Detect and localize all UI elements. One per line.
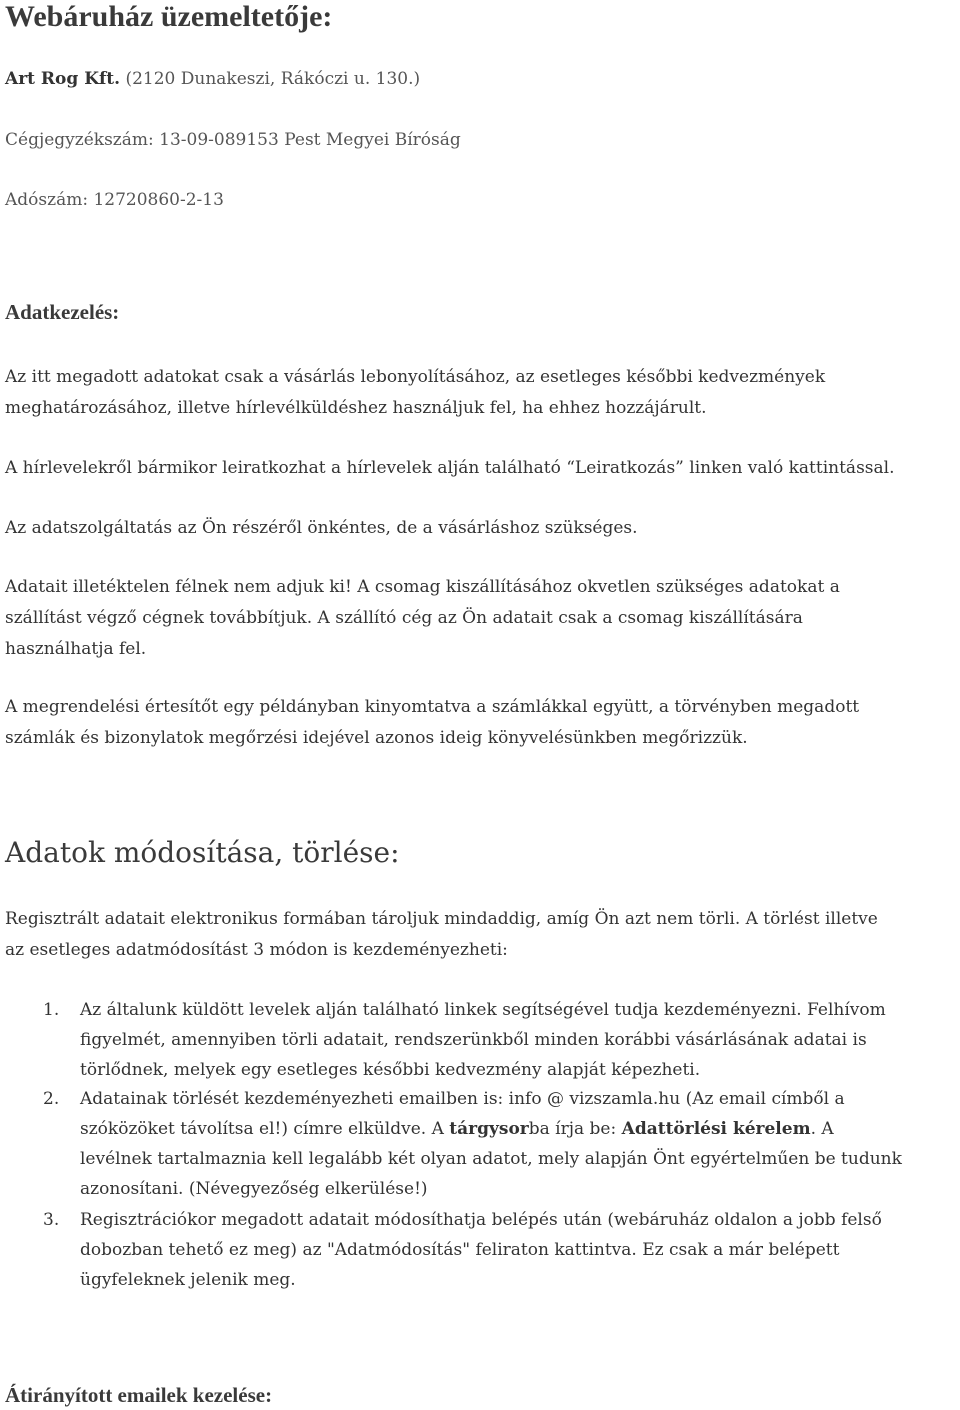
subject-line-term: tárgysor: [449, 1119, 529, 1139]
list-item-text: [80, 1084, 960, 1204]
data-handling-para1-line2: meghatározásához, illetve hírlevélküldéshez használjuk fel, ha ehhez hozzájárult.: [5, 398, 707, 418]
list-item-number: 3.: [43, 1210, 60, 1230]
data-handling-para5-line1: A megrendelési értesítőt egy példányban kinyomtatva a számlákkal együtt, a törvényben megadott: [5, 697, 860, 717]
list-item-number: 1.: [43, 1000, 60, 1020]
list-item-line: [80, 1114, 960, 1144]
modification-intro-line2: az esetleges adatmódosítást 3 módon is kezdeményezheti:: [5, 940, 508, 960]
list-item-line: Az általunk küldött levelek alján található linkek segítségével tudja kezdeményezni. Felhívom: [80, 1000, 886, 1020]
list-item-line: törlődnek, melyek egy esetleges későbbi kedvezmény alapját képezheti.: [80, 1060, 701, 1080]
list-item-line: Adatainak törlését kezdeményezheti emailben is: info @ vizszamla.hu (Az email címből a: [80, 1089, 845, 1109]
tax-number: Adószám: 12720860-2-13: [5, 190, 224, 210]
company-line: [5, 64, 420, 94]
list-item-line: levélnek tartalmaznia kell legalább két olyan adatot, mely alapján Önt egyértelműen be tudunk: [80, 1149, 902, 1169]
data-handling-para3: Az adatszolgáltatás az Ön részéről önkéntes, de a vásárláshoz szükséges.: [5, 518, 638, 538]
list-item-text: [80, 995, 960, 1085]
company-address: (2120 Dunakeszi, Rákóczi u. 130.): [120, 69, 421, 89]
list-item-text: [80, 1205, 960, 1295]
data-handling-para1-line1: Az itt megadott adatokat csak a vásárlás lebonyolításához, az esetleges későbbi kedvezmények: [5, 367, 826, 387]
list-item-segment: szóközöket távolítsa el!) címre elküldve. A: [80, 1119, 450, 1139]
company-name: Art Rog Kft.: [5, 69, 121, 89]
data-handling-para4-line1: Adatait illetéktelen félnek nem adjuk ki! A csomag kiszállításához okvetlen szükséges adatokat a: [5, 577, 840, 597]
data-handling-para5-line2: számlák és bizonylatok megőrzési idejével azonos ideig könyvelésünkben megőrizzük.: [5, 728, 748, 748]
data-handling-heading: Adatkezelés:: [5, 300, 120, 324]
modification-heading: Adatok módosítása, törlése:: [5, 836, 400, 869]
list-item-line: figyelmét, amennyiben törli adatait, rendszerünkből minden korábbi vásárlásának adatai is: [80, 1030, 867, 1050]
data-handling-para4-line3: használhatja fel.: [5, 639, 147, 659]
deletion-request-term: Adattörlési kérelem: [621, 1119, 811, 1139]
list-item-segment: . A: [810, 1119, 834, 1139]
modification-intro-line1: Regisztrált adatait elektronikus formában tároljuk mindaddig, amíg Ön azt nem törli. A törlést illetve: [5, 909, 878, 929]
redirect-heading: Átirányított emailek kezelése:: [5, 1383, 273, 1407]
list-item-number: 2.: [43, 1089, 60, 1109]
list-item-line: Regisztrációkor megadott adatait módosíthatja belépés után (webáruház oldalon a jobb felső: [80, 1210, 882, 1230]
registry-number: Cégjegyzékszám: 13-09-089153 Pest Megyei Bíróság: [5, 130, 461, 150]
list-item-line: azonosítani. (Névegyezőség elkerülése!): [80, 1179, 428, 1199]
list-item-line: ügyfeleknek jelenik meg.: [80, 1270, 296, 1290]
data-handling-para2: A hírlevelekről bármikor leiratkozhat a hírlevelek alján található “Leiratkozás” linken való kattintással.: [5, 458, 895, 478]
list-item-line: dobozban tehető ez meg) az "Adatmódosítás" feliraton kattintva. Ez csak a már belépett: [80, 1240, 840, 1260]
operator-heading: Webáruház üzemeltetője:: [5, 0, 333, 33]
data-handling-para4-line2: szállítást végző cégnek továbbítjuk. A szállító cég az Ön adatait csak a csomag kiszállítására: [5, 608, 803, 628]
list-item-segment: ba írja be:: [528, 1119, 622, 1139]
